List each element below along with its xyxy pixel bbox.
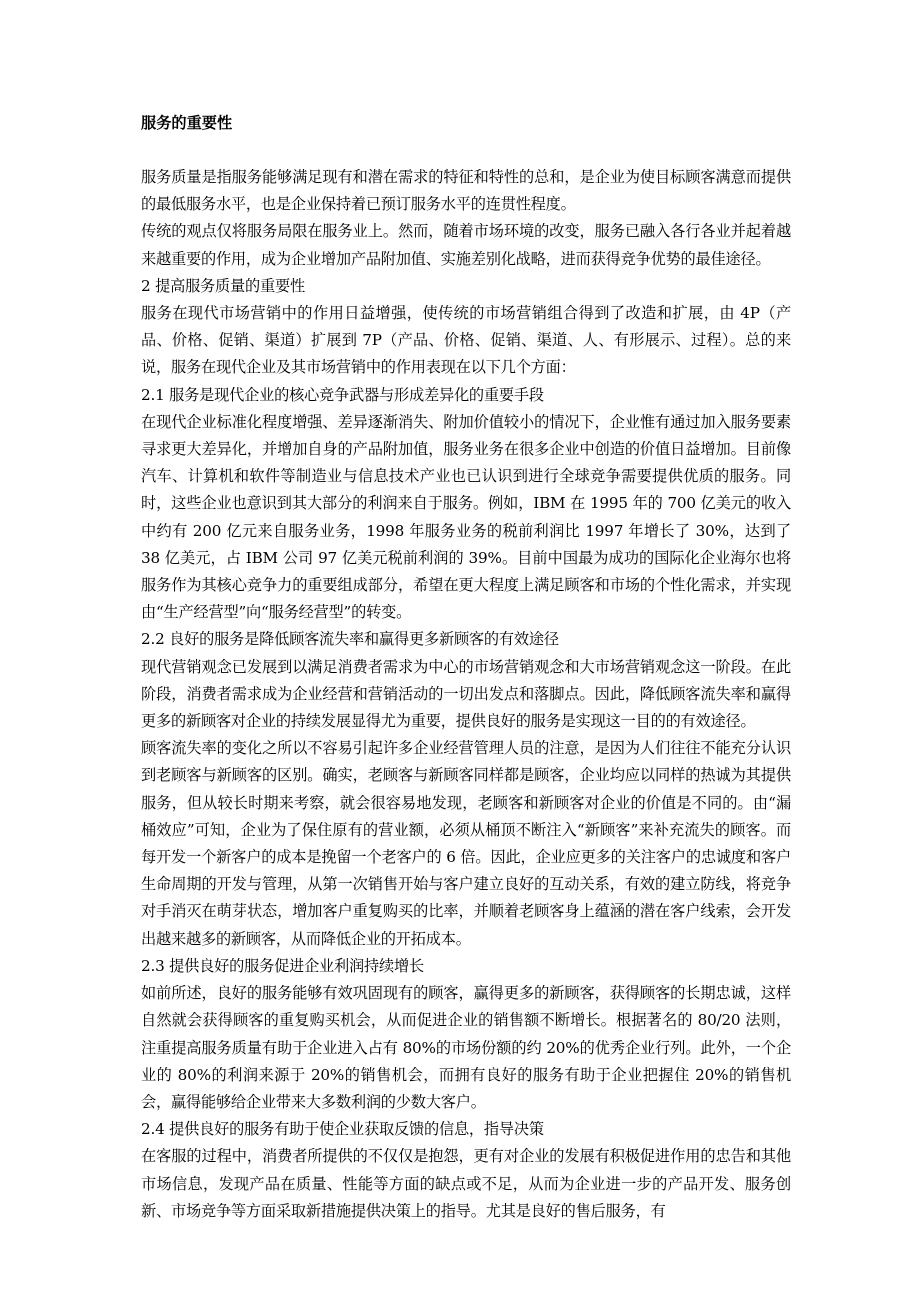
paragraph-core-competition: 在现代企业标准化程度增强、差异逐渐消失、附加价值较小的情况下，企业惟有通过加入服务要素寻求更大差异化，并增加自身的产品附加值，服务业务在很多企业中创造的价值日益增加。目前像汽车、计算机和软件等制造业与信息技术产业也已认识到进行全球竞争需要提供优质的服务。同时，这些企业也意识到其大部分的利润来自于服务。例如，IBM 在 1995 年的 700 亿美元的收入中约有 200 亿元来自服务业务，1998 年服务业务的税前利润比 1997 年增长了 30%，达到了 38 亿美元，占 IBM 公司 97 亿美元税前利润的 39%。目前中国最为成功的国际化企业海尔也将服务作为其核心竞争力的重要组成部分，希望在更大程度上满足顾客和市场的个性化需求，并实现由“生产经营型”向“服务经营型”的转变。 [141, 412, 791, 622]
paragraph-feedback: 在客服的过程中，消费者所提供的不仅仅是抱怨，更有对企业的发展有积极促进作用的忠告和其他市场信息，发现产品在质量、性能等方面的缺点或不足，从而为企业进一步的产品开发、服务创新、市场竞争等方面采取新措施提供决策上的指导。尤其是良好的售后服务，有 [141, 1147, 791, 1220]
section-heading-2-4: 2.4 提供良好的服务有助于使企业获取反馈的信息，指导决策 [141, 1120, 544, 1139]
paragraph-customer-churn: 顾客流失率的变化之所以不容易引起许多企业经营管理人员的注意，是因为人们往往不能充分认识到老顾客与新顾客的区别。确实，老顾客与新顾客同样都是顾客，企业均应以同样的热诚为其提供服务，但从较长时期来考察，就会很容易地发现，老顾客和新顾客对企业的价值是不同的。由“漏桶效应”可知，企业为了保住原有的营业额，必须从桶顶不断注入“新顾客”来补充流失的顾客。而每开发一个新客户的成本是挽留一个老客户的 6 倍。因此，企业应更多的关注客户的忠诚度和客户生命周期的开发与管理，从第一次销售开始与客户建立良好的互动关系，有效的建立防线，将竞争对手消灭在萌芽状态，增加客户重复购买的比率，并顺着老顾客身上蕴涵的潜在客户线索，会开发出越来越多的新顾客，从而降低企业的开拓成本。 [141, 739, 791, 948]
section-heading-2: 2 提高服务质量的重要性 [141, 276, 305, 295]
document-title: 服务的重要性 [141, 114, 233, 132]
section-heading-2-3: 2.3 提供良好的服务促进企业利润持续增长 [141, 956, 424, 975]
paragraph-7p: 服务在现代市场营销中的作用日益增强，使传统的市场营销组合得到了改造和扩展，由 4P（产品、价格、促销、渠道）扩展到 7P（产品、价格、促销、渠道、人、有形展示、过程）。总的来说，服务在现代企业及其市场营销中的作用表现在以下几个方面： [141, 304, 791, 377]
paragraph-traditional-view: 传统的观点仅将服务局限在服务业上。然而，随着市场环境的改变，服务已融入各行各业并起着越来越重要的作用，成为企业增加产品附加值、实施差别化战略，进而获得竞争优势的最佳途径。 [141, 222, 791, 268]
document-page [141, 110, 791, 1225]
paragraph-marketing-concept: 现代营销观念已发展到以满足消费者需求为中心的市场营销观念和大市场营销观念这一阶段。在此阶段，消费者需求成为企业经营和营销活动的一切出发点和落脚点。因此，降低顾客流失率和赢得更多的新顾客对企业的持续发展显得尤为重要，提供良好的服务是实现这一目的的有效途径。 [141, 657, 791, 731]
paragraph-profit-growth: 如前所述，良好的服务能够有效巩固现有的顾客，赢得更多的新顾客，获得顾客的长期忠诚，这样自然就会获得顾客的重复购买机会，从而促进企业的销售额不断增长。根据著名的 80/20 法则，注重提高服务质量有助于企业进入占有 80%的市场份额的约 20%的优秀企业行列。此外，一个企业的 80%的利润来源于 20%的销售机会，而拥有良好的服务有助于企业把握住 20%的销售机会，赢得能够给企业带来大多数利润的少数大客户。 [141, 984, 791, 1111]
section-heading-2-2: 2.2 良好的服务是降低顾客流失率和赢得更多新顾客的有效途径 [141, 630, 559, 649]
paragraph-definition: 服务质量是指服务能够满足现有和潜在需求的特征和特性的总和，是企业为使目标顾客满意而提供的最低服务水平，也是企业保持着已预订服务水平的连贯性程度。 [141, 168, 791, 214]
section-heading-2-1: 2.1 服务是现代企业的核心竞争武器与形成差异化的重要手段 [141, 385, 544, 404]
